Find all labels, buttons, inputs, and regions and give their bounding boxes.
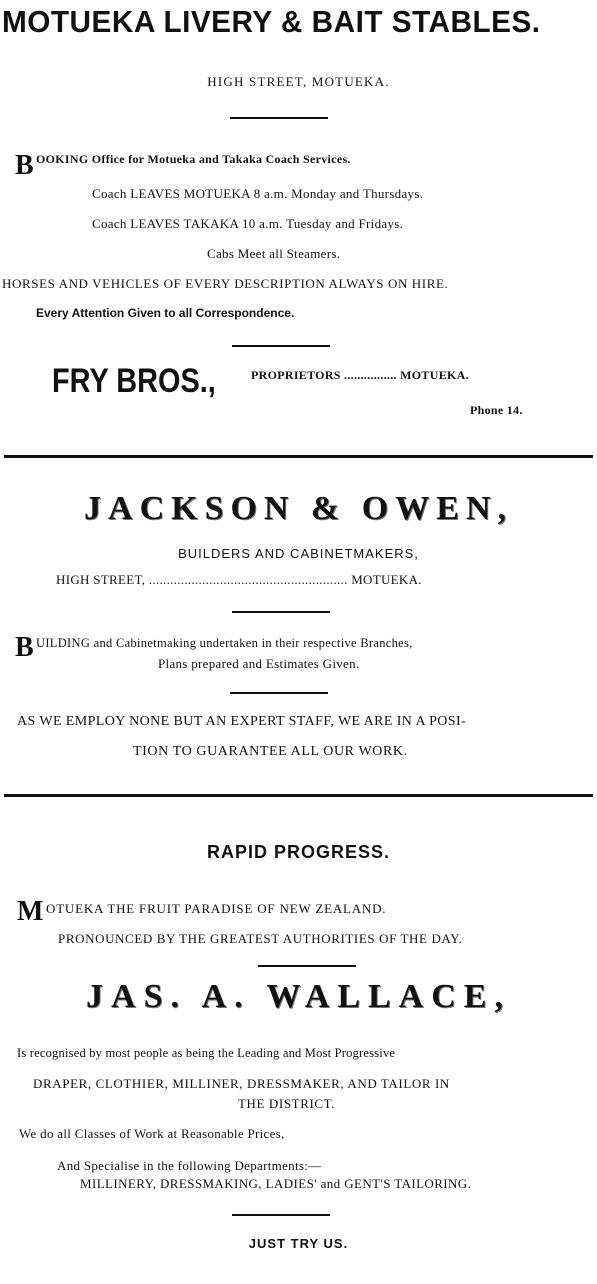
section-rule — [4, 455, 593, 458]
cabs-line: Cabs Meet all Steamers. — [207, 246, 341, 261]
attention-line: Every Attention Given to all Correspondence. — [36, 306, 295, 320]
divider — [232, 611, 330, 613]
pronounced-line: PRONOUNCED BY THE GREATEST AUTHORITIES OF THE DAY. — [58, 931, 463, 946]
coach-motueka: Coach LEAVES MOTUEKA 8 a.m. Monday and Thursdays. — [92, 186, 424, 201]
staff-line-1: AS WE EMPLOY NONE BUT AN EXPERT STAFF, WE ARE IN A POSI- — [17, 714, 467, 729]
divider — [232, 1214, 330, 1216]
fry-bros-name: FRY BROS., — [52, 362, 216, 400]
classes-line: We do all Classes of Work at Reasonable Prices, — [19, 1126, 285, 1141]
booking-text: OOKING Office for Motueka and Takaka Coach Services. — [36, 152, 351, 166]
just-try-us: JUST TRY US. — [248, 1236, 349, 1251]
paradise-dropcap: M — [17, 896, 44, 927]
plans-line: Plans prepared and Estimates Given. — [158, 656, 360, 671]
divider — [258, 965, 356, 967]
horses-line: HORSES AND VEHICLES OF EVERY DESCRIPTION ALWAYS ON HIRE. — [2, 276, 449, 291]
rapid-progress-heading: RAPID PROGRESS. — [206, 842, 391, 862]
livery-title: MOTUEKA LIVERY & BAIT STABLES. — [2, 4, 541, 39]
divider — [230, 117, 328, 119]
departments-line: MILLINERY, DRESSMAKING, LADIES' and GENT'S TAILORING. — [80, 1176, 472, 1191]
phone-line: Phone 14. — [470, 403, 523, 417]
booking-dropcap: B — [15, 150, 34, 181]
jackson-address: HIGH STREET, ........................................................ MOTUEKA. — [56, 572, 422, 587]
section-rule — [4, 794, 593, 797]
recognised-line: Is recognised by most people as being the Leading and Most Progressive — [17, 1046, 396, 1060]
wallace-title: JAS. A. WALLACE, — [86, 978, 511, 1015]
coach-takaka: Coach LEAVES TAKAKA 10 a.m. Tuesday and Fridays. — [92, 216, 404, 231]
draper-line-1: DRAPER, CLOTHIER, MILLINER, DRESSMAKER, AND TAILOR IN — [33, 1076, 450, 1091]
jackson-trade: BUILDERS AND CABINETMAKERS, — [178, 546, 419, 561]
jackson-owen-title: JACKSON & OWEN, — [84, 490, 513, 527]
staff-line-2: TION TO GUARANTEE ALL OUR WORK. — [133, 744, 408, 759]
specialise-line: And Specialise in the following Departments:— — [57, 1158, 322, 1173]
building-text: UILDING and Cabinetmaking undertaken in their respective Branches, — [36, 636, 413, 650]
draper-line-2: THE DISTRICT. — [238, 1096, 336, 1111]
building-dropcap: B — [15, 632, 34, 663]
paradise-text: OTUEKA THE FRUIT PARADISE OF NEW ZEALAND. — [46, 901, 387, 916]
proprietors-line: PROPRIETORS ................ MOTUEKA. — [251, 368, 469, 382]
livery-address: HIGH STREET, MOTUEKA. — [207, 74, 390, 89]
divider — [232, 345, 330, 347]
divider — [230, 692, 328, 694]
